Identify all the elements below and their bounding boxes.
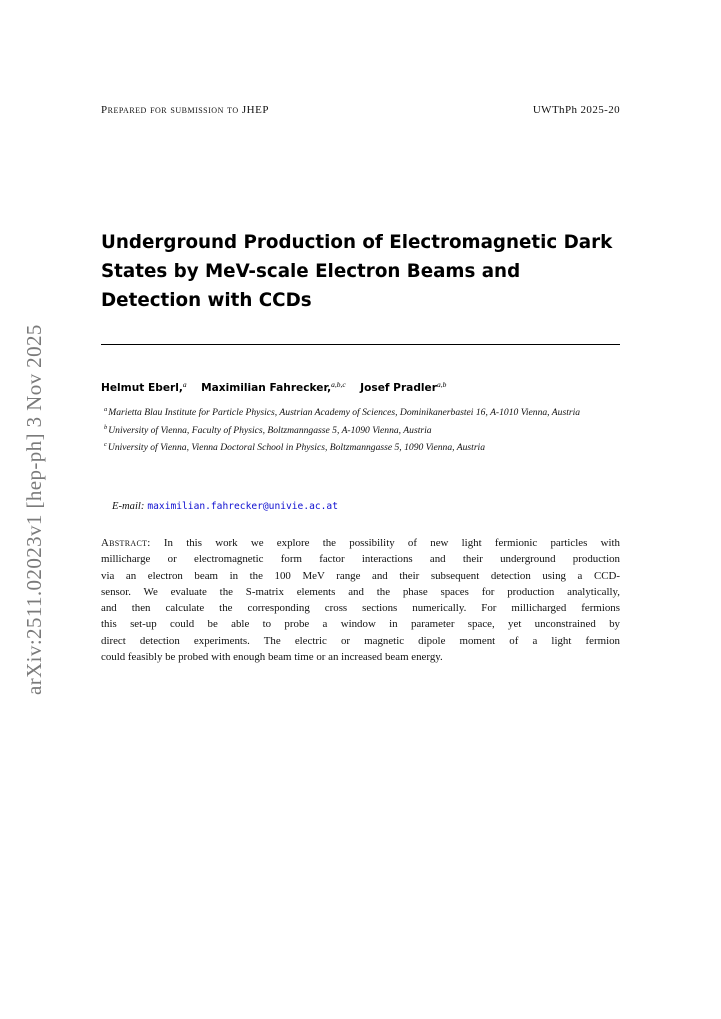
page-header <box>101 104 620 118</box>
author-list <box>101 382 620 394</box>
email-label: E-mail: <box>112 501 145 512</box>
abstract-line <box>101 535 620 551</box>
affiliation-item <box>104 440 620 457</box>
affiliation-list <box>104 405 620 458</box>
abstract-line: could feasibly be probed with enough beam time or an increased beam energy. <box>101 651 443 664</box>
affiliation-item <box>104 405 620 422</box>
abstract-line: millicharge or electromagnetic form factor interactions and their underground production <box>101 553 620 566</box>
author-name: Helmut Eberl, <box>101 382 183 394</box>
arxiv-identifier-stamp[interactable]: arXiv:2511.02023v1 [hep-ph] 3 Nov 2025 <box>22 324 46 695</box>
affiliation-item <box>104 423 620 440</box>
author-affiliation-marks: a,b <box>436 380 447 389</box>
affiliation-mark: a <box>104 406 108 413</box>
author-affiliation-marks: a,b,c <box>331 380 346 389</box>
abstract-line: this set-up could be able to probe a window in parameter space, yet unconstrained by <box>101 618 620 631</box>
abstract-text: In this work we explore the possibility of new light fermionic particles with <box>163 537 620 549</box>
title-divider <box>101 344 620 345</box>
affiliation-mark: c <box>104 441 107 449</box>
author-name: Josef Pradler <box>360 382 437 394</box>
affiliation-mark: b <box>104 423 108 431</box>
affiliation-text: University of Vienna, Faculty of Physics, Boltzmanngasse 5, A-1090 Vienna, Austria <box>108 424 432 436</box>
abstract-line: via an electron beam in the 100 MeV range and their subsequent detection using a CCD- <box>101 569 620 582</box>
journal-note: Prepared for submission to JHEP <box>101 104 269 116</box>
affiliation-text: University of Vienna, Vienna Doctoral School in Physics, Boltzmanngasse 5, 1090 Vienna, Austria <box>107 442 486 454</box>
author-name: Maximilian Fahrecker, <box>201 382 332 394</box>
abstract-line: sensor. We evaluate the S-matrix elements and the phase spaces for production analytically, <box>101 585 620 598</box>
abstract-line: and then calculate the corresponding cross sections numerically. For millicharged fermions <box>101 602 620 615</box>
abstract <box>101 535 620 665</box>
paper-title: Underground Production of Electromagnetic Dark States by MeV-scale Electron Beams and Detection with CCDs <box>101 232 613 311</box>
abstract-label: Abstract: <box>101 537 151 549</box>
author-affiliation-marks: a <box>182 380 187 389</box>
abstract-line: direct detection experiments. The electric or magnetic dipole moment of a light fermion <box>101 634 620 647</box>
contact-email <box>112 501 338 512</box>
affiliation-text: Marietta Blau Institute for Particle Physics, Austrian Academy of Sciences, Dominikanerbastei 16, A-1010 Vienna, Austria <box>108 407 581 418</box>
email-link[interactable]: maximilian.fahrecker@univie.ac.at <box>147 501 338 512</box>
report-number: UWThPh 2025-20 <box>532 104 620 116</box>
